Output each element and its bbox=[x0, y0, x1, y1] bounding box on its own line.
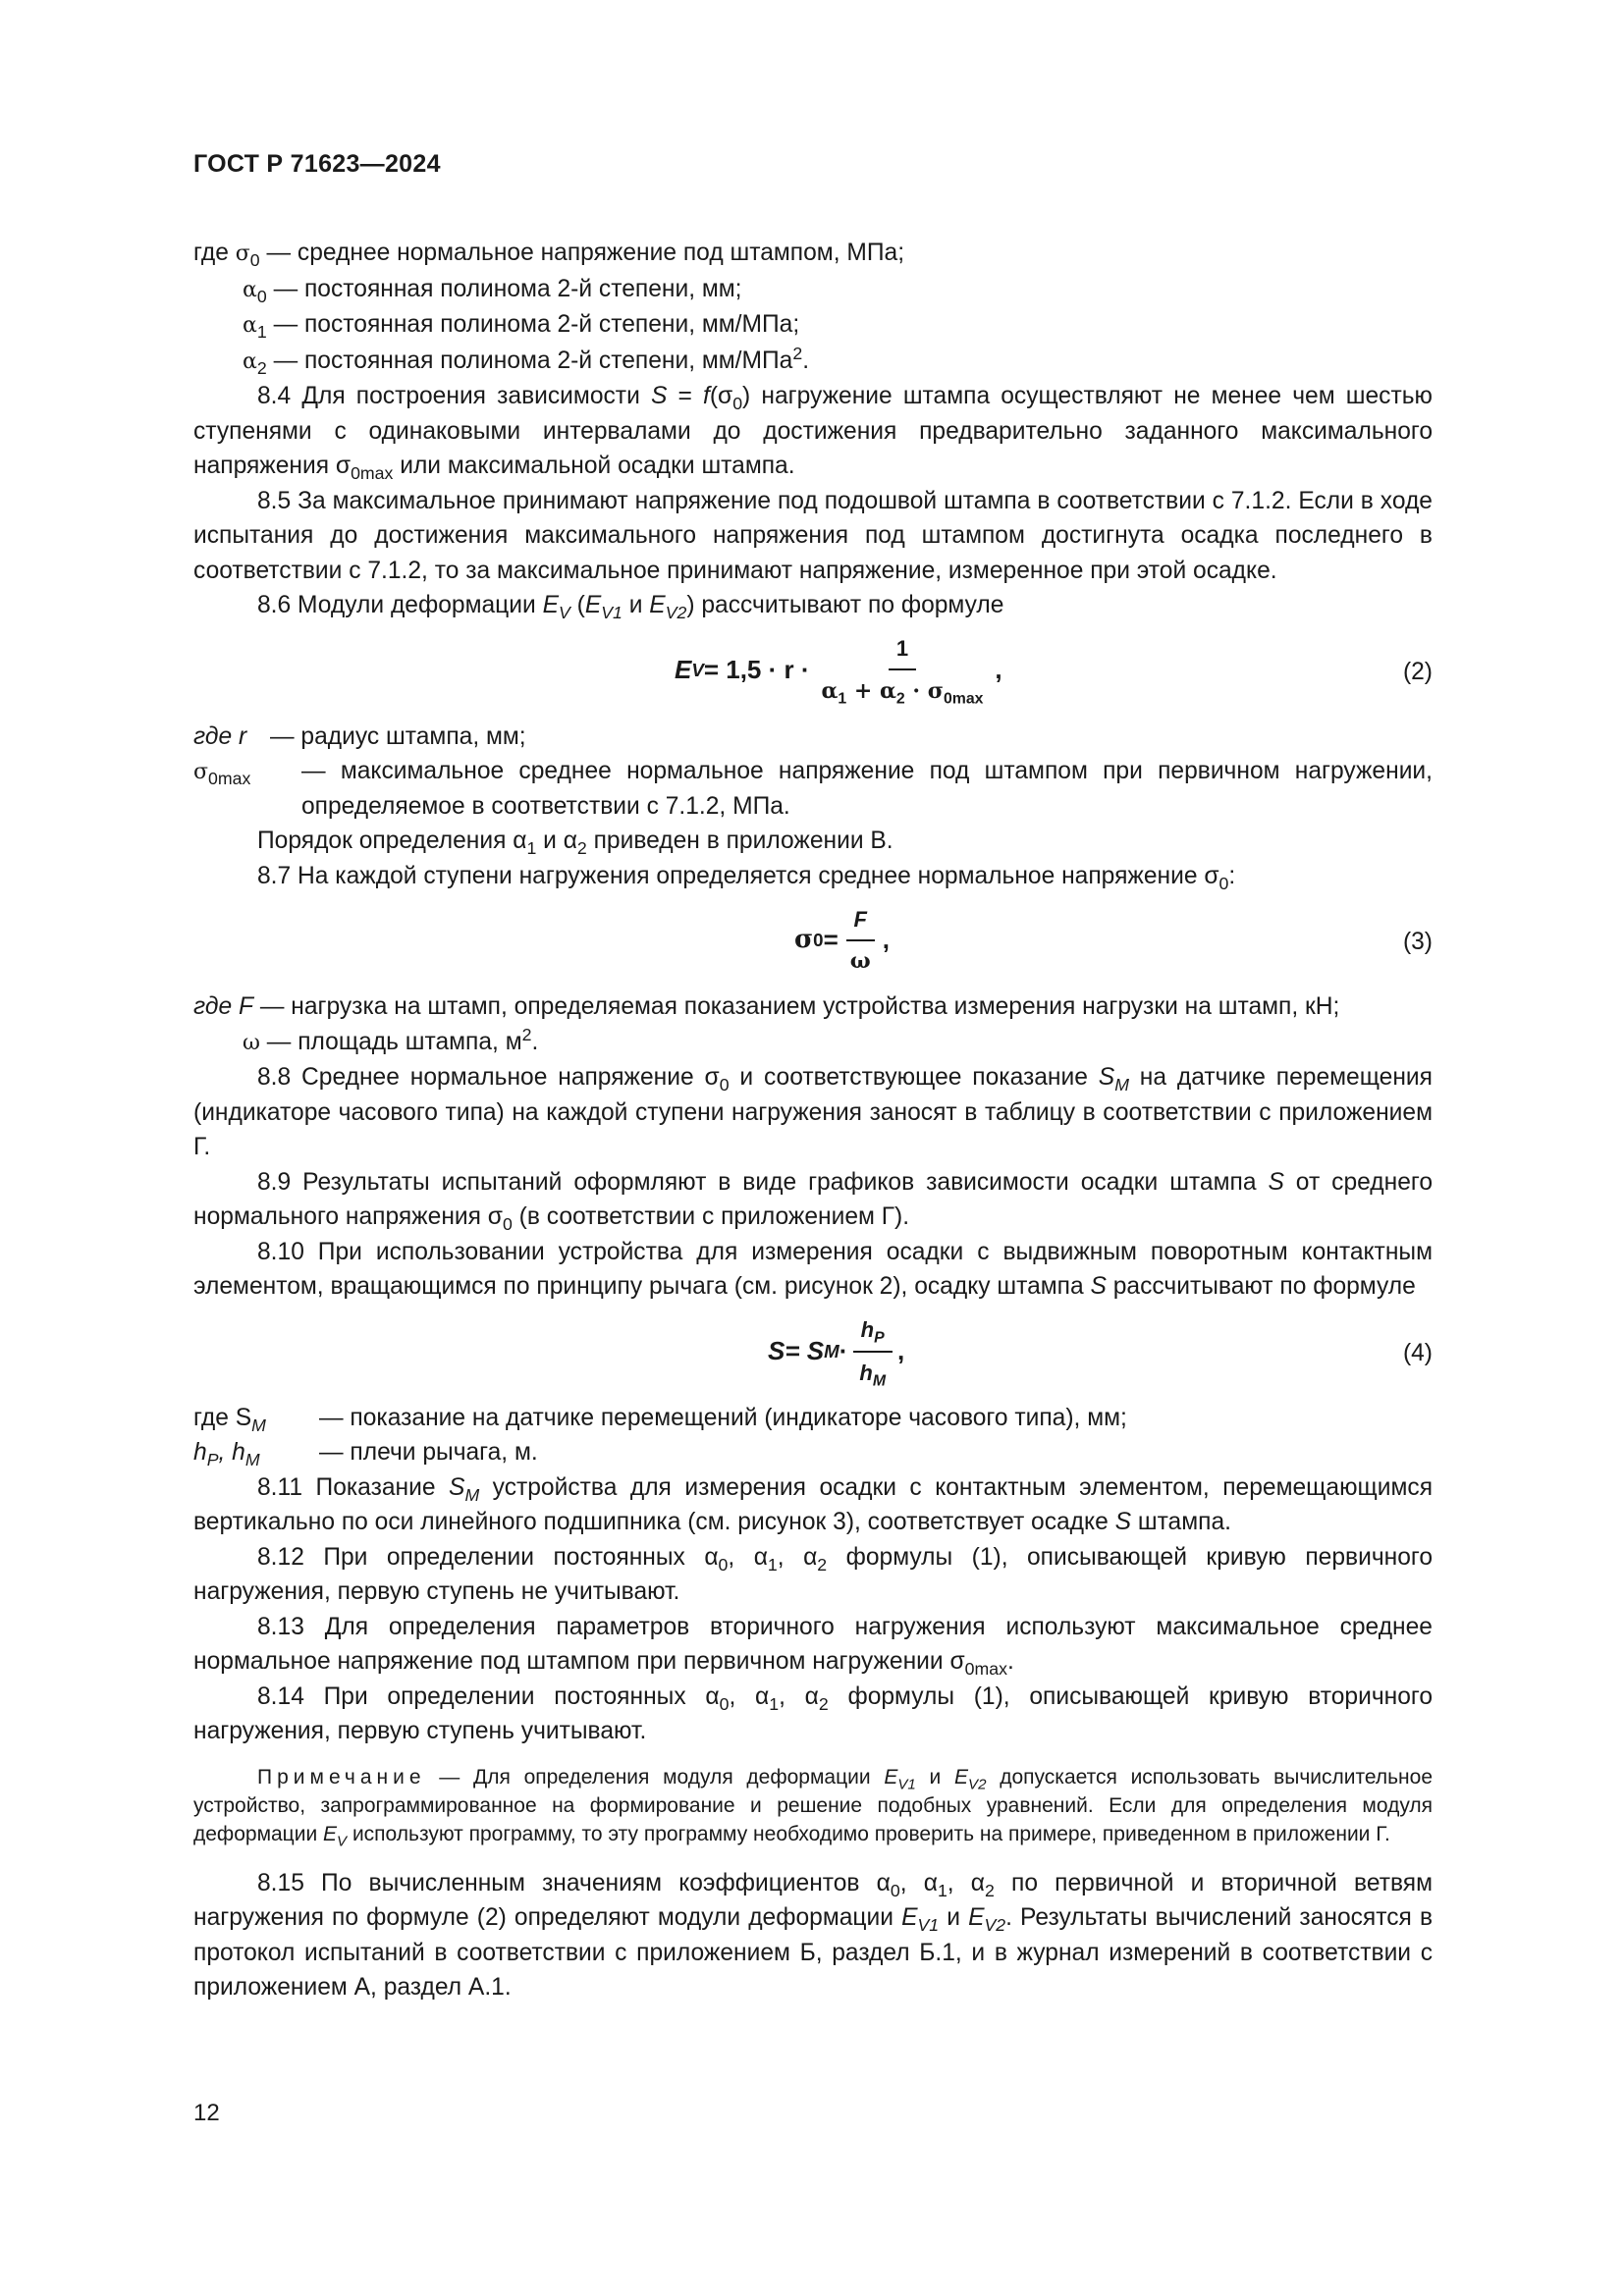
formula-3-number: (3) bbox=[1402, 929, 1433, 955]
formula-2-number: (2) bbox=[1402, 658, 1433, 685]
where-block-3 bbox=[193, 989, 1433, 1060]
document-header: ГОСТ Р 71623—2024 bbox=[193, 150, 441, 178]
formula-4-expression: S = S M · $\frac{h_P}{h_M}$ , bbox=[768, 1316, 904, 1387]
paragraph-8-10: 8.10 При использовании устройства для измерения осадки с выдвижным поворотным контактным элементом, вращающимся по принципу рычага (см. рисунок 2), осадку штампа S рассчитывают по формуле bbox=[193, 1238, 1433, 1300]
where-line: $\alpha_1$ — постоянная полинома 2-й степени, мм/МПа; bbox=[243, 311, 800, 343]
formula-2-fraction: $\frac{1}{\alpha_1 + \alpha_2 \cdot \sigma_{0max}}$ bbox=[813, 631, 991, 710]
where-line: $\alpha_0$ — постоянная полинома 2-й степени, мм; bbox=[243, 275, 742, 306]
formula-3 bbox=[193, 905, 1433, 976]
order-note: Порядок определения $\alpha_1$ и $\alpha_2$ приведен в приложении В. bbox=[257, 828, 893, 859]
where-line: где F — нагрузка на штамп, определяемая показанием устройства измерения нагрузки на штамп, кН; bbox=[193, 993, 1340, 1020]
formula-4-fraction: $\frac{h_P}{h_M}$ bbox=[851, 1312, 893, 1390]
note: Примечание — Для определения модуля деформации $E_{V1}$ и $E_{V2}$ допускается использовать вычислительное устройство, запрограммированное на формирование и решение подобных уравнений. Если для определения модуля деформации $E_V$ используют программу, то эту программу необходимо проверить на примере, приведенном в приложении Г. bbox=[193, 1765, 1434, 1849]
paragraph-8-5: 8.5 За максимальное принимают напряжение под подошвой штампа в соответствии с 7.1.2. Если в ходе испытания до достижения максимального напряжения под штампом достигнута осадка последнего в соответствии с 7.1.2, то за максимальное принимают напряжение, измеренное при этой осадке. bbox=[193, 487, 1433, 584]
where-line: где r — радиус штампа, мм; bbox=[193, 722, 526, 750]
paragraph-8-8: 8.8 Среднее нормальное напряжение $\sigma_0$ и соответствующее показание $S_M$ на датчике перемещения (индикаторе часового типа) на каждой ступени нагружения заносят в таблицу в соответствии с приложением Г. bbox=[193, 1064, 1433, 1160]
formula-4-number: (4) bbox=[1402, 1339, 1433, 1366]
note-label: Примечание bbox=[257, 1765, 426, 1789]
formula-3-expression: σ 0 = $\frac{F}{\omega}$ , bbox=[794, 905, 890, 976]
where-block-4 bbox=[193, 1401, 1433, 1470]
where-line: $\sigma_{0max}$ — максимальное среднее нормальное напряжение под штампом при первичном нагружении, определяемое в соответствии с 7.1.2, МПа. bbox=[193, 758, 1433, 820]
where-line: где $\sigma_0$ — среднее нормальное напряжение под штампом, МПа; bbox=[193, 240, 905, 271]
formula-2-expression: E V = 1,5 · r · $\frac{1}{\alpha_1 + \alpha_2 \cdot \sigma_{0max}}$ , bbox=[675, 635, 1002, 706]
where-line: $\alpha_2$ — постоянная полинома 2-й степени, мм/МПа$^2$. bbox=[243, 343, 810, 378]
formula-2 bbox=[193, 635, 1433, 706]
where-line: $h_P$, $h_M$ — плечи рычага, м. bbox=[193, 1439, 538, 1470]
paragraph-8-11: 8.11 Показание $S_M$ устройства для измерения осадки с контактным элементом, перемещающимся вертикально по оси линейного подшипника (см. рисунок 3), соответствует осадке S штампа. bbox=[193, 1473, 1434, 1535]
where-line: ω — площадь штампа, $м^2$. bbox=[243, 1024, 539, 1055]
where-line: где $S_M$ — показание на датчике перемещений (индикаторе часового типа), мм; bbox=[193, 1404, 1127, 1435]
formula-3-fraction: $\frac{F}{\omega}$ bbox=[842, 902, 879, 980]
document-body bbox=[193, 236, 1433, 2005]
paragraph-8-7: 8.7 На каждой ступени нагружения определяется среднее нормальное напряжение $\sigma_0$: bbox=[257, 862, 1236, 893]
paragraph-8-6: 8.6 Модули деформации $E_V$ ($E_{V1}$ и $E_{V2}$) рассчитывают по формуле bbox=[257, 592, 1004, 623]
paragraph-8-4: 8.4 Для построения зависимости $S = f(\sigma_0)$ нагружение штампа осуществляют не менее чем шестью ступенями с одинаковыми интервалами до достижения предварительно заданного максимального напряжения $\sigma_{0max}$ или максимальной осадки штампа. bbox=[193, 383, 1433, 484]
paragraph-8-14: 8.14 При определении постоянных $\alpha_0$, $\alpha_1$, $\alpha_2$ формулы (1), описывающей кривую вторичного нагружения, первую ступень учитывают. bbox=[193, 1682, 1434, 1744]
paragraph-8-9: 8.9 Результаты испытаний оформляют в виде графиков зависимости осадки штампа S от среднего нормального напряжения $\sigma_0$ (в соответствии с приложением Г). bbox=[193, 1168, 1433, 1235]
paragraph-8-13: 8.13 Для определения параметров вторичного нагружения используют максимальное среднее нормальное напряжение под штампом при первичном нагружении $\sigma_{0max}$. bbox=[193, 1613, 1433, 1680]
paragraph-8-12: 8.12 При определении постоянных $\alpha_0$, $\alpha_1$, $\alpha_2$ формулы (1), описывающей кривую первичного нагружения, первую ступень не учитывают. bbox=[193, 1543, 1433, 1605]
formula-4 bbox=[193, 1316, 1433, 1390]
paragraph-8-15: 8.15 По вычисленным значениям коэффициентов $\alpha_0$, $\alpha_1$, $\alpha_2$ по первичной и вторичной ветвям нагружения по формуле (2) определяют модули деформации $E_{V1}$ и $E_{V2}$. Результаты вычислений заносятся в протокол испытаний в соответствии с приложением Б, раздел Б.1, и в журнал измерений в соответствии с приложением А, раздел А.1. bbox=[193, 1869, 1434, 2001]
page-number: 12 bbox=[193, 2100, 220, 2126]
where-block-2 bbox=[193, 720, 1433, 859]
where-block-1 bbox=[193, 236, 1433, 379]
